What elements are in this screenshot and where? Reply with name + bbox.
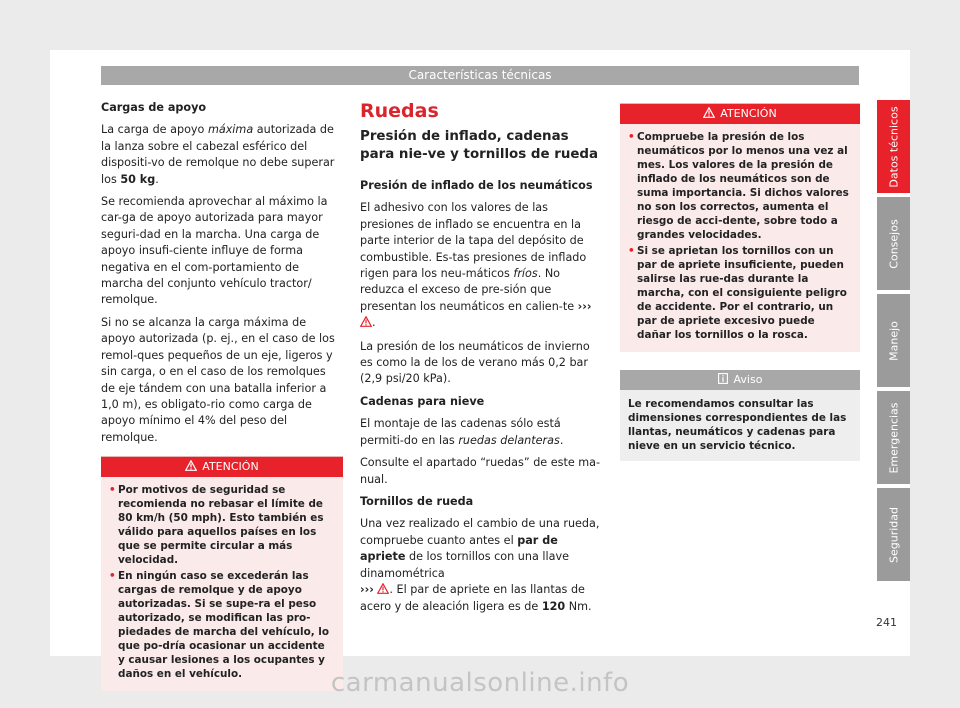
text: La carga de apoyo <box>101 123 208 137</box>
warning-triangle-icon[interactable] <box>360 316 372 332</box>
warning-box <box>620 103 860 352</box>
bullet-icon: • <box>628 131 635 143</box>
watermark: carmanualsonline.info <box>330 668 630 698</box>
text-emphasis: ruedas delanteras <box>458 433 560 447</box>
tab-label: Consejos <box>887 218 900 269</box>
section-subtitle: Presión de inflado, cadenas para nie-ve y tornillos de rueda <box>360 129 599 162</box>
warning-triangle-icon <box>703 105 715 125</box>
warning-box <box>101 456 343 691</box>
text: El montaje de las cadenas sólo está permiti-do en las <box>360 417 561 447</box>
warning-body <box>101 477 343 691</box>
tab-consejos[interactable] <box>877 197 910 290</box>
text: . El par de apriete en las llantas de acero y de aleación ligera es de <box>360 582 585 614</box>
note-text: Le recomendamos consultar las dimensiones correspondientes de las llantas, neumáticos y cadenas para nieve en un servicio técnico. <box>628 398 847 452</box>
text: . <box>155 172 159 186</box>
note-title: Aviso <box>733 373 763 386</box>
text: . No reduzca el exceso de pre-sión que presentan los neumáticos en calien-te <box>360 267 578 313</box>
bullet-icon: • <box>628 245 635 257</box>
text-strong: 120 <box>541 600 566 614</box>
paragraph-carga-minima: Si no se alcanza la carga máxima de apoyo autorizada (p. ej., en el caso de los remol-ques pequeños de un eje, ligeros y sin carga, o en el caso de los remolques de eje tándem con una batalla inferior a 1,0 m), es obligato-rio como carga de apoyo mínimo el 4% del peso del remolque. <box>101 315 335 444</box>
warning-title: ATENCIÓN <box>720 107 777 120</box>
warning-text: Por motivos de seguridad se recomienda no rebasar el límite de 80 km/h (50 mph). Esto también es válido para aquellos países en los que se permite circular a más velocidad. <box>118 484 324 567</box>
column-3 <box>620 100 860 461</box>
warning-item <box>109 569 335 681</box>
warning-text: Si se aprietan los tornillos con un par de apriete insuficiente, pueden salirse las rue-das durante la marcha, con el consiguiente peligro de accidente. Por el contrario, un par de apriete excesivo puede dañar los tornillos o la rosca. <box>637 245 847 341</box>
tab-datos-tecnicos[interactable] <box>877 100 910 193</box>
tab-label: Datos técnicos <box>887 105 900 188</box>
warning-text: En ningún caso se excederán las cargas de remolque y de apoyo autorizadas. Si se supe-ra el peso autorizado, se modifican las pro-piedades de marcha del vehículo, lo que po-dría ocasionar un accidente y causar lesiones a los ocupantes y daños en el vehículo. <box>118 570 329 681</box>
bullet-icon: • <box>109 484 116 497</box>
text-emphasis: máxima <box>207 123 254 137</box>
paragraph-manual: Consulte el apartado “ruedas” de este ma-nual. <box>360 456 601 486</box>
warning-body <box>620 124 860 352</box>
text-strong: 50 kg <box>120 172 156 186</box>
paragraph-recomendacion: Se recomienda aprovechar al máximo la car-ga de apoyo autorizada para mayor seguri-dad en la marcha. Una carga de apoyo insufi-ciente influye de forma negativa en el com-portamiento de marcha del conjunto vehículo tractor/ remolque. <box>101 195 328 307</box>
text: El adhesivo con los valores de las presiones de inflado se encuentra en la parte interior de la tapa del depósito de combustible. Es-tas presiones de inflado rigen para los neu-máticos <box>360 201 587 281</box>
heading-tornillos: Tornillos de rueda <box>360 494 474 508</box>
section-header: Características técnicas <box>101 66 859 85</box>
paragraph-carga-maxima <box>101 122 343 188</box>
warning-title: ATENCIÓN <box>202 460 259 474</box>
reference-arrow-icon[interactable]: ››› <box>360 582 374 596</box>
warning-triangle-icon <box>185 458 197 478</box>
tab-emergencias[interactable] <box>877 391 910 484</box>
tab-label: Emergencias <box>887 401 900 474</box>
text-strong: par de apriete <box>360 533 558 564</box>
warning-item <box>109 483 335 567</box>
text: autorizada de la lanza sobre el cabezal esférico del dispositi-vo de remolque no debe superar los <box>101 123 335 186</box>
column-2 <box>360 100 602 622</box>
info-icon <box>718 371 728 391</box>
page-number: 241 <box>876 616 897 629</box>
heading-presion: Presión de inflado de los neumáticos <box>360 179 593 192</box>
note-box <box>620 370 860 461</box>
warning-triangle-icon[interactable] <box>377 583 389 599</box>
paragraph-cadenas <box>360 416 602 449</box>
reference-arrow-icon[interactable]: ››› <box>577 299 592 313</box>
text: Una vez realizado el cambio de una rueda, compruebe cuanto antes el <box>360 517 600 547</box>
warning-item <box>628 244 852 342</box>
paragraph-invierno: La presión de los neumáticos de invierno es como la de los de verano más 0,2 bar (2,9 psi/20 kPa). <box>360 339 590 386</box>
text: . <box>559 433 564 447</box>
warning-header <box>101 457 343 477</box>
tab-label: Seguridad <box>887 506 900 563</box>
heading-cargas: Cargas de apoyo <box>101 101 207 114</box>
text-emphasis: fríos <box>513 267 538 281</box>
warning-header <box>620 104 860 124</box>
tab-label: Manejo <box>887 320 900 361</box>
text: Nm. <box>565 600 592 614</box>
warning-text: Compruebe la presión de los neumáticos por lo menos una vez al mes. Los valores de la presión de inflado de los neumáticos son de suma importancia. Si dichos valores no son los correctos, aumenta el riesgo de acci-dente, sobre todo a grandes velocidades. <box>637 131 849 241</box>
bullet-icon: • <box>109 570 116 583</box>
warning-item <box>628 130 852 242</box>
heading-cadenas: Cadenas para nieve <box>360 394 485 408</box>
text: de los tornillos con una llave dinamométrica <box>360 550 569 580</box>
tab-seguridad[interactable] <box>877 488 910 581</box>
paragraph-adhesivo: El adhesivo con los valores de las presiones de inflado se encuentra en la parte interior de la tapa del depósito de combustible. Es-tas presiones de inflado rigen para los neu-máticos fríos. No reduzca el exceso de pre-sión que presentan los neumáticos en calien-te ››› . <box>360 200 602 332</box>
paragraph-tornillos <box>360 516 602 615</box>
note-header <box>620 370 860 390</box>
tab-manejo[interactable] <box>877 294 910 387</box>
section-title-ruedas: Ruedas <box>360 100 439 122</box>
column-1 <box>101 100 343 691</box>
